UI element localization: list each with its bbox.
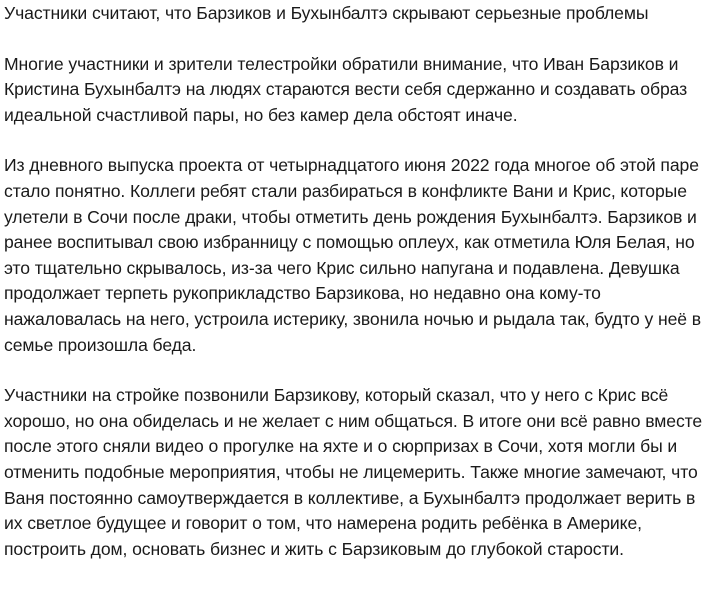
article-paragraph-episode: Из дневного выпуска проекта от четырнадцатого июня 2022 года многое об этой паре стало понятно. Коллеги ребят стали разбираться в конфликте Вани и Крис, которые улетели в Сочи после драки, чтобы отметить день рождения Бухынбалтэ. Барзиков и ранее воспитывал свою избранницу с помощью оплеух, как отметила Юля Белая, но это тщательно скрывалось, из-за чего Крис сильно напугана и подавлена. Девушка продолжает терпеть рукоприкладство Барзикова, но недавно она кому-то нажаловалась на него, устроила истерику, звонила ночью и рыдала так, будто у неё в семье произошла беда. [4, 155, 701, 355]
article-paragraph-intro: Многие участники и зрители телестройки обратили внимание, что Иван Барзиков и Кристина Бухынбалтэ на людях стараются вести себя сдержанно и создавать образ идеальной счастливой пары, но без камер дела обстоят иначе. [4, 53, 688, 125]
article-paragraph-call: Участники на стройке позвонили Барзикову, который сказал, что у него с Крис всё хорошо, но она обиделась и не желает с ним общаться. В итоге они всё равно вместе после этого сняли видео о прогулке на яхте и о сюрпризах в Сочи, хотя могли бы и отменить подобные мероприятия, чтобы не лицемерить. Также многие замечают, что Ваня постоянно самоутверждается в коллективе, а Бухынбалтэ продолжает верить в их светлое будущее и говорит о том, что намерена родить ребёнка в Америке, построить дом, основать бизнес и жить с Барзиковым до глубокой старости. [4, 385, 703, 559]
article-title: Участники считают, что Барзиков и Бухынбалтэ скрывают серьезные проблемы [4, 3, 649, 23]
